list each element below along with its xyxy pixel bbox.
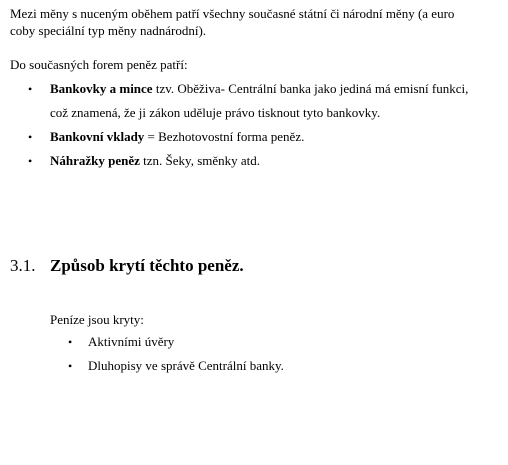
bullet-text-continued: což znamená, že ji zákon uděluje právo tisknout tyto bankovky. xyxy=(50,105,381,120)
bullet-text: tzv. Oběživa- Centrální banka jako jediná má emisní funkci, xyxy=(152,81,469,96)
intro-line-2: coby speciální typ měny nadnárodní). xyxy=(10,23,207,38)
bullet-text: tzn. Šeky, směnky atd. xyxy=(139,153,261,168)
section-title: Způsob krytí těchto peněz. xyxy=(50,256,244,275)
forms-bullet-list xyxy=(0,77,508,173)
list-item xyxy=(0,330,508,354)
bullet-bold-term: Bankovní vklady xyxy=(50,129,145,144)
intro-paragraph xyxy=(10,5,490,39)
bullet-icon: • xyxy=(28,82,33,96)
section-number: 3.1. xyxy=(10,256,36,275)
bullet-text: Aktivními úvěry xyxy=(88,334,175,349)
coverage-lead-text: Peníze jsou kryty: xyxy=(50,312,144,327)
section-heading xyxy=(10,254,244,278)
list-item xyxy=(0,354,508,378)
list-item xyxy=(0,125,508,149)
bullet-bold-term: Náhražky peněz xyxy=(50,153,140,168)
bullet-icon: • xyxy=(28,154,33,168)
intro-line-1: Mezi měny s nuceným oběhem patří všechny současné státní či národní měny (a euro xyxy=(10,6,455,21)
bullet-text: Dluhopisy ve správě Centrální banky. xyxy=(88,358,284,373)
bullet-icon: • xyxy=(28,130,33,144)
bullet-bold-term: Bankovky a mince xyxy=(50,81,153,96)
bullet-icon: • xyxy=(68,359,73,373)
list-item xyxy=(0,149,508,173)
bullet-icon: • xyxy=(68,335,73,349)
list-item xyxy=(0,77,508,125)
bullet-text: = Bezhotovostní forma peněz. xyxy=(144,129,305,144)
coverage-bullet-list xyxy=(0,330,508,378)
forms-lead-text: Do současných forem peněz patří: xyxy=(10,57,188,72)
